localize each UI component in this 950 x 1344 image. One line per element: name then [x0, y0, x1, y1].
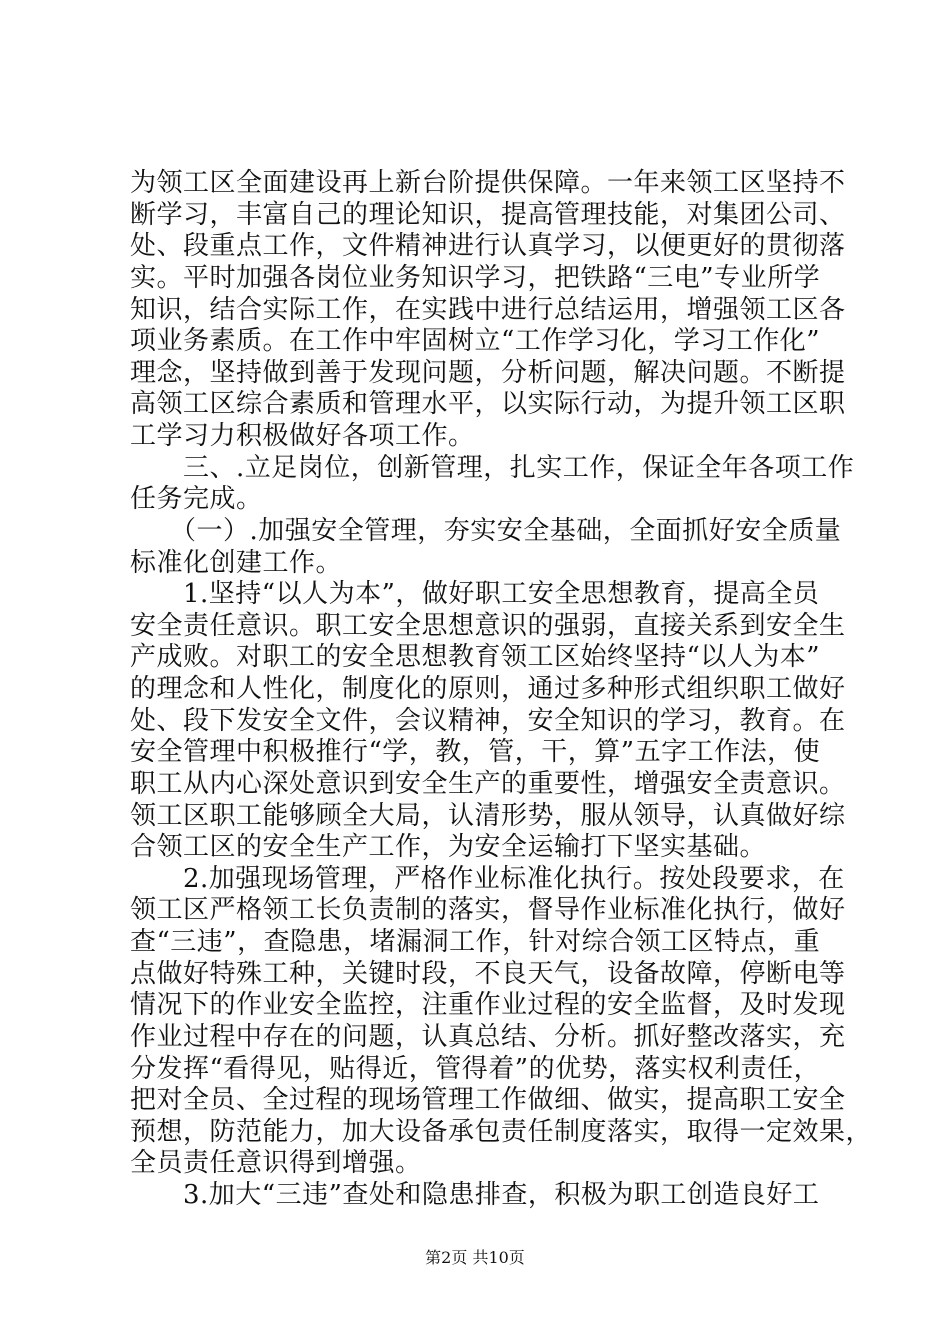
- page-number: 第2页 共10页: [425, 1248, 525, 1267]
- text-line: 处、段下发安全文件，会议精神，安全知识的学习，教育。在: [130, 705, 846, 736]
- text-line: 全员责任意识得到增强。: [130, 1148, 422, 1179]
- text-line: 产成败。对职工的安全思想教育领工区始终坚持“以人为本”: [130, 642, 821, 673]
- text-line: 情况下的作业安全监控，注重作业过程的安全监督，及时发现: [130, 990, 846, 1021]
- text-line: 合领工区的安全生产工作，为安全运输打下坚实基础。: [130, 832, 767, 863]
- subsection-heading: （一）.加强安全管理，夯实安全基础，全面抓好安全质量: [130, 515, 842, 546]
- subsection-heading: 标准化创建工作。: [130, 547, 343, 578]
- text-line: 的理念和人性化，制度化的原则，通过多种形式组织职工做好: [130, 674, 846, 704]
- text-line: 安全管理中积极推行“学，教，管，干，算”五字工作法，使: [130, 737, 821, 768]
- text-line: 3.加大“三违”查处和隐患排查，积极为职工创造良好工: [130, 1180, 820, 1210]
- text-line: 1.坚持“以人为本”，做好职工安全思想教育，提高全员: [130, 579, 820, 610]
- text-line: 安全责任意识。职工安全思想意识的强弱，直接关系到安全生: [130, 610, 846, 641]
- text-line: 实。平时加强各岗位业务知识学习，把铁路“三电”专业所学: [130, 262, 821, 293]
- text-line: 高领工区综合素质和管理水平，以实际行动，为提升领工区职: [130, 389, 846, 420]
- section-heading: 三、.立足岗位，创新管理，扎实工作，保证全年各项工作: [130, 452, 855, 483]
- text-line: 理念，坚持做到善于发现问题，分析问题，解决问题。不断提: [130, 357, 846, 388]
- text-line: 预想，防范能力，加大设备承包责任制度落实，取得一定效果，: [130, 1116, 873, 1147]
- text-line: 2.加强现场管理，严格作业标准化执行。按处段要求，在: [130, 863, 845, 894]
- text-line: 领工区严格领工长负责制的落实，督导作业标准化执行，做好: [130, 895, 846, 926]
- text-line: 职工从内心深处意识到安全生产的重要性，增强安全责意识。: [130, 768, 846, 799]
- text-line: 把对全员、全过程的现场管理工作做细、做实，提高职工安全: [130, 1085, 846, 1116]
- text-line: 断学习，丰富自己的理论知识，提高管理技能，对集团公司、: [130, 199, 846, 230]
- text-line: 处、段重点工作，文件精神进行认真学习，以便更好的贯彻落: [130, 231, 846, 262]
- text-line: 点做好特殊工种，关键时段，不良天气，设备故障，停断电等: [130, 958, 846, 989]
- text-line: 工学习力积极做好各项工作。: [130, 421, 475, 451]
- text-line: 为领工区全面建设再上新台阶提供保障。一年来领工区坚持不: [130, 168, 846, 198]
- text-line: 知识，结合实际工作，在实践中进行总结运用，增强领工区各: [130, 294, 846, 325]
- text-line: 作业过程中存在的问题，认真总结、分析。抓好整改落实，充: [130, 1021, 846, 1052]
- text-line: 查“三违”，查隐患，堵漏洞工作，针对综合领工区特点，重: [130, 927, 821, 957]
- text-line: 分发挥“看得见，贴得近，管得着”的优势，落实权利责任，: [130, 1053, 821, 1084]
- text-line: 项业务素质。在工作中牢固树立“工作学习化，学习工作化”: [130, 326, 821, 357]
- section-heading: 任务完成。: [130, 484, 263, 515]
- text-line: 领工区职工能够顾全大局，认清形势，服从领导，认真做好综: [130, 800, 846, 831]
